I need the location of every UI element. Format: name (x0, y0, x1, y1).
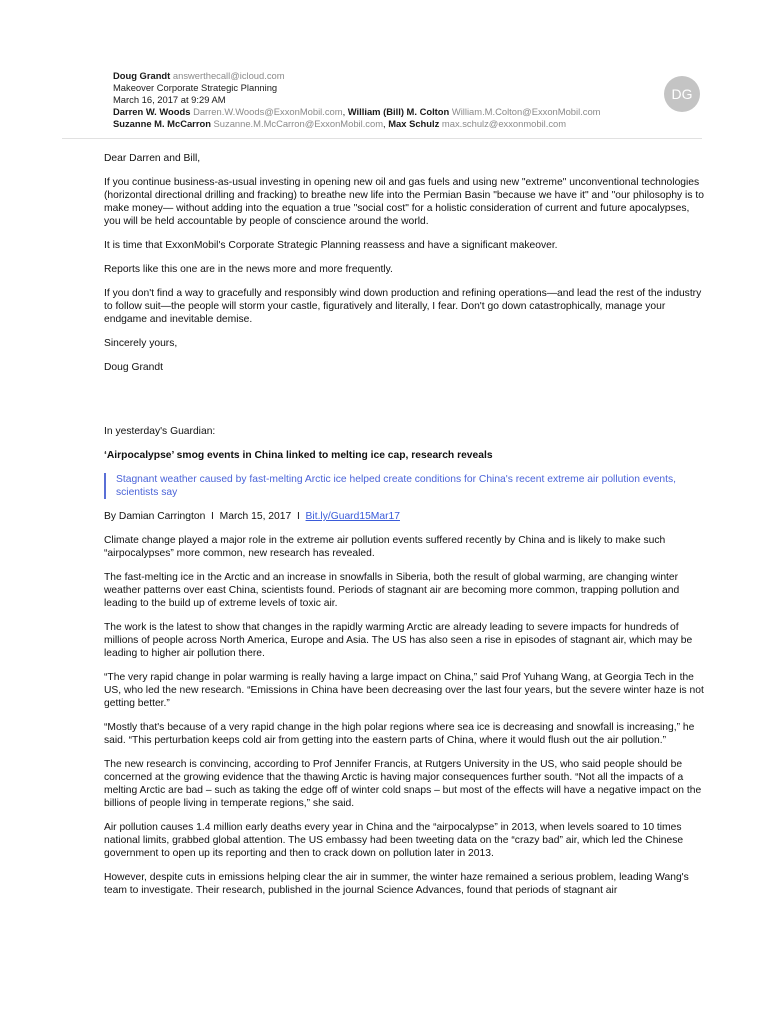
cc-email[interactable]: Suzanne.M.McCarron@ExxonMobil.com (213, 118, 384, 129)
cc-separator: , (383, 118, 386, 129)
article-paragraph: Air pollution causes 1.4 million early deaths every year in China and the “airpocalypse” in 2013, when levels soared to 10 times national limits, grabbed global attention. The US embassy had been tweeting data on the “crazy bad” air, which led the Chinese government to open up its reporting and then to crack down on pollution later in 2013. (104, 822, 684, 859)
recipient-email[interactable]: Darren.W.Woods@ExxonMobil.com (193, 106, 343, 117)
sender-email[interactable]: answerthecall@icloud.com (172, 70, 285, 81)
article-link[interactable]: Bit.ly/Guard15Mar17 (305, 511, 400, 522)
closing: Sincerely yours, (104, 338, 178, 349)
message-body (104, 152, 704, 908)
letter-paragraph: Reports like this one are in the news more and more frequently. (104, 264, 393, 275)
byline-separator: I (211, 511, 214, 522)
recipient-separator: , (342, 106, 346, 117)
letter-paragraph: If you continue business-as-usual investing in opening new oil and gas fuels and using new "extreme" unconventional technologies (horizontal directional drilling and fracking) to breathe new life into the Permian Basin "because we have it" and "our philosophy is to make money— without adding into the equation a true "social cost" for a holistic consideration of current and future apocalypses, you will be held accountable by people of conscience around the world. (104, 177, 704, 227)
byline-author: By Damian Carrington (104, 511, 206, 522)
signature: Doug Grandt (104, 362, 163, 373)
article-paragraph: The new research is convincing, according to Prof Jennifer Francis, at Rutgers University in the US, who said people should be concerned at the growing evidence that the thawing Arctic is having major consequences further south. “Not all the impacts of a melting Arctic are bad – such as taking the edge off of winter cold snaps – but most of the effects will have a negative impact on the billions of people living in temperate regions,” she said. (104, 759, 702, 809)
article-headline: ‘Airpocalypse’ smog events in China linked to melting ice cap, research reveals (104, 450, 493, 461)
recipient-email[interactable]: William.M.Colton@ExxonMobil.com (451, 106, 601, 117)
spacer (104, 385, 704, 425)
sender-name[interactable]: Doug Grandt (113, 70, 171, 81)
byline-separator: I (296, 511, 300, 522)
cc-email[interactable]: max.schulz@exxonmobil.com (441, 118, 567, 129)
cc-name[interactable]: Max Schulz (388, 118, 440, 129)
article-paragraph: The fast-melting ice in the Arctic and an increase in snowfalls in Siberia, both the result of global warming, are changing winter weather patterns over east China, scientists found. Periods of stagnant air are becoming more common, trapping pollution and leading to the build up of extreme levels of toxic air. (104, 572, 680, 609)
recipient-name[interactable]: William (Bill) M. Colton (347, 106, 450, 117)
article-paragraph: “Mostly that's because of a very rapid change in the high polar regions where sea ice is decreasing and snowfall is increasing,” he said. “This perturbation keeps cold air from getting into the eastern parts of China, where it would flush out the air pollution.” (104, 722, 695, 746)
recipient-name[interactable]: Darren W. Woods (113, 106, 191, 117)
article-paragraph: “The very rapid change in polar warming is really having a large impact on China,” said Prof Yuhang Wang, at Georgia Tech in the US, who led the new research. “Emissions in China have been decreasing over the last four years, but the severe winter haze is not getting better.” (104, 672, 704, 709)
byline-date: March 15, 2017 (219, 511, 292, 522)
article-paragraph: However, despite cuts in emissions helping clear the air in summer, the winter haze remained a serious problem, leading Wang's team to investigate. Their research, published in the journal Science Advances, found that periods of stagnant air (104, 872, 689, 896)
article-intro: In yesterday's Guardian: (104, 426, 216, 437)
salutation: Dear Darren and Bill, (104, 153, 201, 164)
article-paragraph: The work is the latest to show that changes in the rapidly warming Arctic are already leading to severe impacts for hundreds of millions of people across North America, Europe and Asia. The US has also seen a rise in episodes of stagnant air, which may be leading to higher air pollution there. (104, 622, 693, 659)
letter-paragraph: It is time that ExxonMobil's Corporate Strategic Planning reassess and have a significant makeover. (104, 240, 558, 251)
subject-text: Makeover Corporate Strategic Planning (113, 82, 278, 93)
cc-name[interactable]: Suzanne M. McCarron (113, 118, 211, 129)
date-text: March 16, 2017 at 9:29 AM (113, 94, 226, 105)
article-standfirst: Stagnant weather caused by fast-melting Arctic ice helped create conditions for China's recent extreme air pollution events, scientists say (104, 473, 704, 499)
header-divider (62, 138, 702, 139)
letter-paragraph: If you don't find a way to gracefully and responsibly wind down production and refining operations—and lead the rest of the industry to follow suit—the people will storm your castle, figuratively and literally, I fear. Don't go down catastrophically, manage your endgame and inevitable demise. (104, 288, 702, 325)
sender-avatar: DG (664, 76, 700, 112)
article-paragraph: Climate change played a major role in the extreme air pollution events suffered recently by China and is likely to make such “airpocalypses” more common, new research has revealed. (104, 535, 666, 559)
article-byline (104, 510, 704, 523)
